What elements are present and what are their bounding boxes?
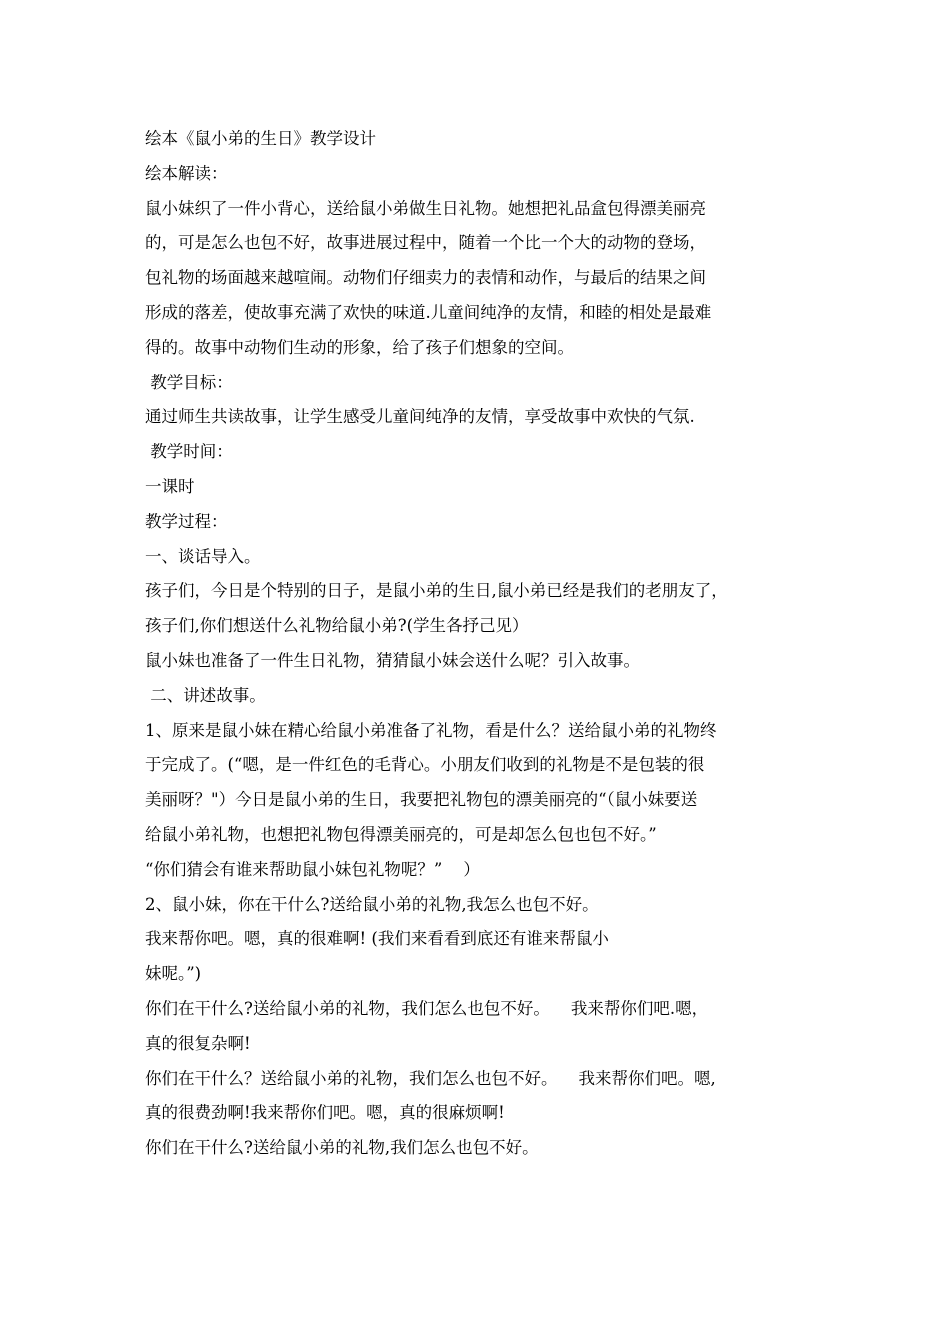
document-body bbox=[145, 122, 825, 1166]
text-line: 你们在干什么?送给鼠小弟的礼物,我们怎么也包不好。 bbox=[145, 1138, 539, 1158]
text-line: 给鼠小弟礼物，也想把礼物包得漂美丽亮的，可是却怎么包也包不好。” bbox=[145, 824, 657, 844]
text-line: 真的很复杂啊! bbox=[145, 1033, 251, 1053]
section-heading-process: 教学过程： bbox=[145, 511, 228, 531]
text-line: 鼠小妹也准备了一件生日礼物，猜猜鼠小妹会送什么呢？引入故事。 bbox=[145, 650, 640, 670]
section-heading-time: 教学时间： bbox=[145, 442, 233, 462]
section-heading-goals: 教学目标： bbox=[145, 372, 233, 392]
section-heading-interpretation: 绘本解读： bbox=[145, 163, 228, 183]
text-line: 包礼物的场面越来越喧闹。动物们仔细卖力的表情和动作，与最后的结果之间 bbox=[145, 268, 706, 288]
text-line: 形成的落差，使故事充满了欢快的味道.儿童间纯净的友情，和睦的相处是最难 bbox=[145, 302, 712, 322]
text-line: 妹呢。”) bbox=[145, 964, 202, 984]
text-line: 1、原来是鼠小妹在精心给鼠小弟准备了礼物，看是什么？送给鼠小弟的礼物终 bbox=[145, 720, 717, 740]
text-line: 得的。故事中动物们生动的形象，给了孩子们想象的空间。 bbox=[145, 337, 574, 357]
text-line: 你们在干什么?送给鼠小弟的礼物，我们怎么也包不好。 我来帮你们吧.嗯， bbox=[145, 998, 709, 1018]
subsection-heading-intro: 一、谈话导入。 bbox=[145, 546, 261, 566]
text-line: 你们在干什么？送给鼠小弟的礼物，我们怎么也包不好。 我来帮你们吧。嗯, bbox=[145, 1068, 716, 1088]
document-title: 绘本《鼠小弟的生日》教学设计 bbox=[145, 129, 376, 148]
text-line: 美丽呀？"）今日是鼠小弟的生日，我要把礼物包的漂美丽亮的“（鼠小妹要送 bbox=[145, 790, 698, 810]
text-line: 孩子们，今日是个特别的日子，是鼠小弟的生日,鼠小弟已经是我们的老朋友了， bbox=[145, 581, 728, 601]
text-line: 真的很费劲啊!我来帮你们吧。嗯，真的很麻烦啊! bbox=[145, 1103, 505, 1123]
text-line: 一课时 bbox=[145, 476, 195, 496]
text-line: 的，可是怎么也包不好，故事进展过程中，随着一个比一个大的动物的登场， bbox=[145, 233, 706, 253]
subsection-heading-story: 二、讲述故事。 bbox=[145, 685, 266, 705]
text-line: 我来帮你吧。嗯，真的很难啊! (我们来看看到底还有谁来帮鼠小 bbox=[145, 929, 609, 949]
text-line: 孩子们,你们想送什么礼物给鼠小弟?(学生各抒己见） bbox=[145, 616, 529, 636]
text-line: 鼠小妹织了一件小背心，送给鼠小弟做生日礼物。她想把礼品盒包得漂美丽亮 bbox=[145, 198, 706, 218]
text-line: “你们猜会有谁来帮助鼠小妹包礼物呢？” ） bbox=[145, 859, 480, 879]
text-line: 2、鼠小妹，你在干什么?送给鼠小弟的礼物,我怎么也包不好。 bbox=[145, 894, 599, 914]
text-line: 通过师生共读故事，让学生感受儿童间纯净的友情，享受故事中欢快的气氛. bbox=[145, 407, 695, 427]
text-line: 于完成了。(“嗯，是一件红色的毛背心。小朋友们收到的礼物是不是包装的很 bbox=[145, 755, 705, 775]
